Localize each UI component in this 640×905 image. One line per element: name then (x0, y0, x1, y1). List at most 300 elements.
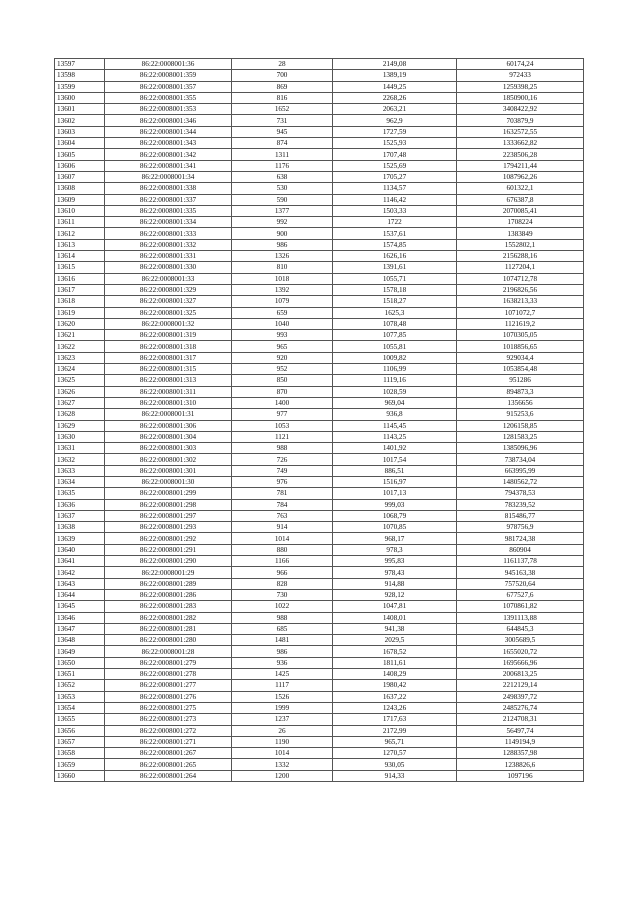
area-cell: 870 (232, 386, 333, 397)
table-row (55, 770, 584, 781)
area-cell: 1311 (232, 149, 333, 160)
area-cell: 920 (232, 352, 333, 363)
table-row (55, 443, 584, 454)
table-row (55, 556, 584, 567)
area-cell: 1190 (232, 736, 333, 747)
row-number-cell: 13615 (55, 262, 105, 273)
specific-value-cell: 1727,59 (333, 126, 457, 137)
area-cell: 992 (232, 217, 333, 228)
specific-value-cell: 1017,13 (333, 488, 457, 499)
table-row (55, 397, 584, 408)
table-row (55, 601, 584, 612)
cadastral-number-cell: 86:22:0008001:342 (105, 149, 232, 160)
row-number-cell: 13603 (55, 126, 105, 137)
cadastral-value-cell: 644845,3 (457, 623, 584, 634)
cadastral-number-cell: 86:22:0008001:275 (105, 702, 232, 713)
area-cell: 828 (232, 578, 333, 589)
table-row (55, 476, 584, 487)
specific-value-cell: 978,3 (333, 544, 457, 555)
specific-value-cell: 914,88 (333, 578, 457, 589)
specific-value-cell: 1028,59 (333, 386, 457, 397)
row-number-cell: 13597 (55, 59, 105, 70)
table-row (55, 375, 584, 386)
cadastral-value-cell: 2124708,31 (457, 714, 584, 725)
area-cell: 1400 (232, 397, 333, 408)
specific-value-cell: 1449,25 (333, 81, 457, 92)
cadastral-number-cell: 86:22:0008001:31 (105, 409, 232, 420)
row-number-cell: 13653 (55, 691, 105, 702)
cadastral-number-cell: 86:22:0008001:304 (105, 431, 232, 442)
table-row (55, 239, 584, 250)
row-number-cell: 13629 (55, 420, 105, 431)
specific-value-cell: 1408,01 (333, 612, 457, 623)
row-number-cell: 13636 (55, 499, 105, 510)
area-cell: 1053 (232, 420, 333, 431)
cadastral-value-cell: 738734,04 (457, 454, 584, 465)
cadastral-value-cell: 2238506,28 (457, 149, 584, 160)
row-number-cell: 13645 (55, 601, 105, 612)
table-row (55, 702, 584, 713)
area-cell: 784 (232, 499, 333, 510)
row-number-cell: 13606 (55, 160, 105, 171)
table-row (55, 228, 584, 239)
cadastral-value-cell: 1206158,85 (457, 420, 584, 431)
table-row (55, 522, 584, 533)
specific-value-cell: 1078,48 (333, 318, 457, 329)
cadastral-value-cell: 1794211,44 (457, 160, 584, 171)
table-row (55, 296, 584, 307)
cadastral-value-cell: 1070861,82 (457, 601, 584, 612)
area-cell: 638 (232, 171, 333, 182)
area-cell: 1326 (232, 251, 333, 262)
cadastral-number-cell: 86:22:0008001:310 (105, 397, 232, 408)
specific-value-cell: 1574,85 (333, 239, 457, 250)
row-number-cell: 13600 (55, 92, 105, 103)
row-number-cell: 13621 (55, 330, 105, 341)
row-number-cell: 13610 (55, 205, 105, 216)
table-row (55, 138, 584, 149)
specific-value-cell: 1980,42 (333, 680, 457, 691)
cadastral-number-cell: 86:22:0008001:292 (105, 533, 232, 544)
area-cell: 781 (232, 488, 333, 499)
specific-value-cell: 1119,16 (333, 375, 457, 386)
cadastral-number-cell: 86:22:0008001:289 (105, 578, 232, 589)
specific-value-cell: 2268,26 (333, 92, 457, 103)
table-row (55, 465, 584, 476)
area-cell: 850 (232, 375, 333, 386)
cadastral-number-cell: 86:22:0008001:278 (105, 669, 232, 680)
area-cell: 966 (232, 567, 333, 578)
row-number-cell: 13598 (55, 70, 105, 81)
cadastral-value-cell: 1356656 (457, 397, 584, 408)
table-row (55, 409, 584, 420)
row-number-cell: 13660 (55, 770, 105, 781)
specific-value-cell: 1047,81 (333, 601, 457, 612)
area-cell: 1176 (232, 160, 333, 171)
cadastral-value-cell: 929034,4 (457, 352, 584, 363)
cadastral-number-cell: 86:22:0008001:330 (105, 262, 232, 273)
row-number-cell: 13599 (55, 81, 105, 92)
row-number-cell: 13627 (55, 397, 105, 408)
table-row (55, 510, 584, 521)
row-number-cell: 13623 (55, 352, 105, 363)
area-cell: 1526 (232, 691, 333, 702)
cadastral-number-cell: 86:22:0008001:303 (105, 443, 232, 454)
row-number-cell: 13631 (55, 443, 105, 454)
cadastral-number-cell: 86:22:0008001:34 (105, 171, 232, 182)
row-number-cell: 13642 (55, 567, 105, 578)
row-number-cell: 13614 (55, 251, 105, 262)
table-row (55, 205, 584, 216)
cadastral-value-cell: 951286 (457, 375, 584, 386)
specific-value-cell: 1637,22 (333, 691, 457, 702)
cadastral-number-cell: 86:22:0008001:318 (105, 341, 232, 352)
row-number-cell: 13640 (55, 544, 105, 555)
cadastral-value-cell: 1097196 (457, 770, 584, 781)
table-row (55, 454, 584, 465)
specific-value-cell: 1722 (333, 217, 457, 228)
cadastral-number-cell: 86:22:0008001:346 (105, 115, 232, 126)
area-cell: 1079 (232, 296, 333, 307)
cadastral-value-cell: 60174,24 (457, 59, 584, 70)
table-row (55, 171, 584, 182)
area-cell: 976 (232, 476, 333, 487)
area-cell: 726 (232, 454, 333, 465)
cadastral-number-cell: 86:22:0008001:331 (105, 251, 232, 262)
area-cell: 1999 (232, 702, 333, 713)
cadastral-number-cell: 86:22:0008001:317 (105, 352, 232, 363)
row-number-cell: 13605 (55, 149, 105, 160)
specific-value-cell: 1145,45 (333, 420, 457, 431)
table-row (55, 81, 584, 92)
row-number-cell: 13639 (55, 533, 105, 544)
cadastral-number-cell: 86:22:0008001:276 (105, 691, 232, 702)
specific-value-cell: 1055,81 (333, 341, 457, 352)
table-row (55, 714, 584, 725)
row-number-cell: 13634 (55, 476, 105, 487)
cadastral-value-cell: 1480562,72 (457, 476, 584, 487)
cadastral-number-cell: 86:22:0008001:299 (105, 488, 232, 499)
table-row (55, 680, 584, 691)
row-number-cell: 13604 (55, 138, 105, 149)
specific-value-cell: 936,8 (333, 409, 457, 420)
area-cell: 977 (232, 409, 333, 420)
table-row (55, 262, 584, 273)
area-cell: 874 (232, 138, 333, 149)
cadastral-value-cell: 1071072,7 (457, 307, 584, 318)
cadastral-value-cell: 894873,3 (457, 386, 584, 397)
specific-value-cell: 1070,85 (333, 522, 457, 533)
cadastral-value-cell: 601322,1 (457, 183, 584, 194)
cadastral-number-cell: 86:22:0008001:32 (105, 318, 232, 329)
cadastral-number-cell: 86:22:0008001:297 (105, 510, 232, 521)
row-number-cell: 13608 (55, 183, 105, 194)
specific-value-cell: 930,05 (333, 759, 457, 770)
row-number-cell: 13643 (55, 578, 105, 589)
cadastral-value-cell: 1385096,96 (457, 443, 584, 454)
cadastral-value-cell: 1018856,65 (457, 341, 584, 352)
table-row (55, 251, 584, 262)
area-cell: 965 (232, 341, 333, 352)
cadastral-value-cell: 1074712,78 (457, 273, 584, 284)
specific-value-cell: 1518,27 (333, 296, 457, 307)
cadastral-value-cell: 1121619,2 (457, 318, 584, 329)
specific-value-cell: 914,33 (333, 770, 457, 781)
cadastral-value-cell: 1127204,1 (457, 262, 584, 273)
cadastral-value-cell: 2498397,72 (457, 691, 584, 702)
table-row (55, 70, 584, 81)
row-number-cell: 13638 (55, 522, 105, 533)
area-cell: 1392 (232, 284, 333, 295)
area-cell: 810 (232, 262, 333, 273)
cadastral-value-cell: 860904 (457, 544, 584, 555)
specific-value-cell: 2029,5 (333, 635, 457, 646)
table-row (55, 318, 584, 329)
cadastral-number-cell: 86:22:0008001:325 (105, 307, 232, 318)
row-number-cell: 13646 (55, 612, 105, 623)
specific-value-cell: 1516,97 (333, 476, 457, 487)
cadastral-value-cell: 1053854,48 (457, 364, 584, 375)
specific-value-cell: 1408,29 (333, 669, 457, 680)
area-cell: 914 (232, 522, 333, 533)
cadastral-value-cell: 757520,64 (457, 578, 584, 589)
table-row (55, 736, 584, 747)
cadastral-number-cell: 86:22:0008001:291 (105, 544, 232, 555)
area-cell: 900 (232, 228, 333, 239)
cadastral-value-cell: 1070305,05 (457, 330, 584, 341)
cadastral-number-cell: 86:22:0008001:327 (105, 296, 232, 307)
cadastral-value-cell: 1259398,25 (457, 81, 584, 92)
cadastral-number-cell: 86:22:0008001:301 (105, 465, 232, 476)
specific-value-cell: 1537,61 (333, 228, 457, 239)
cadastral-number-cell: 86:22:0008001:30 (105, 476, 232, 487)
area-cell: 749 (232, 465, 333, 476)
row-number-cell: 13601 (55, 104, 105, 115)
cadastral-number-cell: 86:22:0008001:272 (105, 725, 232, 736)
cadastral-value-cell: 676387,8 (457, 194, 584, 205)
area-cell: 880 (232, 544, 333, 555)
row-number-cell: 13651 (55, 669, 105, 680)
cadastral-number-cell: 86:22:0008001:28 (105, 646, 232, 657)
area-cell: 816 (232, 92, 333, 103)
area-cell: 936 (232, 657, 333, 668)
row-number-cell: 13630 (55, 431, 105, 442)
table-row (55, 307, 584, 318)
table-row (55, 623, 584, 634)
row-number-cell: 13655 (55, 714, 105, 725)
cadastral-number-cell: 86:22:0008001:33 (105, 273, 232, 284)
cadastral-number-cell: 86:22:0008001:337 (105, 194, 232, 205)
cadastral-number-cell: 86:22:0008001:355 (105, 92, 232, 103)
area-cell: 1237 (232, 714, 333, 725)
specific-value-cell: 1525,69 (333, 160, 457, 171)
specific-value-cell: 1391,61 (333, 262, 457, 273)
area-cell: 986 (232, 239, 333, 250)
table-row (55, 612, 584, 623)
table-row (55, 160, 584, 171)
specific-value-cell: 1143,25 (333, 431, 457, 442)
cadastral-value-cell: 1087962,26 (457, 171, 584, 182)
cadastral-value-cell: 1708224 (457, 217, 584, 228)
specific-value-cell: 995,83 (333, 556, 457, 567)
row-number-cell: 13649 (55, 646, 105, 657)
cadastral-value-cell: 1238826,6 (457, 759, 584, 770)
cadastral-value-cell: 783239,52 (457, 499, 584, 510)
row-number-cell: 13635 (55, 488, 105, 499)
cadastral-number-cell: 86:22:0008001:311 (105, 386, 232, 397)
area-cell: 1040 (232, 318, 333, 329)
area-cell: 659 (232, 307, 333, 318)
specific-value-cell: 1705,27 (333, 171, 457, 182)
table-row (55, 725, 584, 736)
row-number-cell: 13619 (55, 307, 105, 318)
row-number-cell: 13652 (55, 680, 105, 691)
row-number-cell: 13644 (55, 589, 105, 600)
table-row (55, 115, 584, 126)
cadastral-value-cell: 1632572,55 (457, 126, 584, 137)
table-row (55, 284, 584, 295)
specific-value-cell: 1270,57 (333, 748, 457, 759)
row-number-cell: 13657 (55, 736, 105, 747)
table-row (55, 488, 584, 499)
table-row (55, 748, 584, 759)
area-cell: 1652 (232, 104, 333, 115)
table-row (55, 533, 584, 544)
specific-value-cell: 1625,3 (333, 307, 457, 318)
area-cell: 869 (232, 81, 333, 92)
cadastral-value-cell: 1383849 (457, 228, 584, 239)
cadastral-number-cell: 86:22:0008001:265 (105, 759, 232, 770)
specific-value-cell: 2172,99 (333, 725, 457, 736)
cadastral-value-cell: 2070085,41 (457, 205, 584, 216)
row-number-cell: 13625 (55, 375, 105, 386)
cadastral-value-cell: 815486,77 (457, 510, 584, 521)
row-number-cell: 13609 (55, 194, 105, 205)
row-number-cell: 13607 (55, 171, 105, 182)
row-number-cell: 13624 (55, 364, 105, 375)
specific-value-cell: 1401,92 (333, 443, 457, 454)
cadastral-value-cell: 2006813,25 (457, 669, 584, 680)
area-cell: 988 (232, 612, 333, 623)
cadastral-value-cell: 1655020,72 (457, 646, 584, 657)
cadastral-value-cell: 1391113,88 (457, 612, 584, 623)
row-number-cell: 13656 (55, 725, 105, 736)
table-row (55, 544, 584, 555)
cadastral-value-cell: 677527,6 (457, 589, 584, 600)
row-number-cell: 13641 (55, 556, 105, 567)
table-row (55, 420, 584, 431)
table-body (55, 59, 584, 782)
cadastral-number-cell: 86:22:0008001:264 (105, 770, 232, 781)
cadastral-value-table (54, 58, 584, 782)
cadastral-number-cell: 86:22:0008001:271 (105, 736, 232, 747)
row-number-cell: 13658 (55, 748, 105, 759)
area-cell: 1022 (232, 601, 333, 612)
cadastral-value-cell: 56497,74 (457, 725, 584, 736)
cadastral-value-cell: 1552802,1 (457, 239, 584, 250)
row-number-cell: 13620 (55, 318, 105, 329)
specific-value-cell: 1068,79 (333, 510, 457, 521)
table-row (55, 635, 584, 646)
table-row (55, 341, 584, 352)
cadastral-number-cell: 86:22:0008001:332 (105, 239, 232, 250)
cadastral-value-cell: 703879,9 (457, 115, 584, 126)
cadastral-value-cell: 1695666,96 (457, 657, 584, 668)
table-row (55, 126, 584, 137)
area-cell: 1166 (232, 556, 333, 567)
cadastral-number-cell: 86:22:0008001:306 (105, 420, 232, 431)
specific-value-cell: 2063,21 (333, 104, 457, 115)
cadastral-value-cell: 1638213,33 (457, 296, 584, 307)
area-cell: 700 (232, 70, 333, 81)
cadastral-value-cell: 2156288,16 (457, 251, 584, 262)
cadastral-number-cell: 86:22:0008001:357 (105, 81, 232, 92)
area-cell: 1481 (232, 635, 333, 646)
cadastral-number-cell: 86:22:0008001:302 (105, 454, 232, 465)
area-cell: 26 (232, 725, 333, 736)
area-cell: 1121 (232, 431, 333, 442)
table-row (55, 589, 584, 600)
cadastral-number-cell: 86:22:0008001:341 (105, 160, 232, 171)
table-row (55, 330, 584, 341)
table-row (55, 431, 584, 442)
cadastral-value-cell: 915253,6 (457, 409, 584, 420)
area-cell: 1018 (232, 273, 333, 284)
area-cell: 28 (232, 59, 333, 70)
cadastral-value-cell: 945163,38 (457, 567, 584, 578)
table-row (55, 273, 584, 284)
cadastral-number-cell: 86:22:0008001:286 (105, 589, 232, 600)
specific-value-cell: 962,9 (333, 115, 457, 126)
cadastral-number-cell: 86:22:0008001:283 (105, 601, 232, 612)
specific-value-cell: 999,03 (333, 499, 457, 510)
specific-value-cell: 1811,61 (333, 657, 457, 668)
area-cell: 993 (232, 330, 333, 341)
cadastral-number-cell: 86:22:0008001:298 (105, 499, 232, 510)
cadastral-value-cell: 3005689,5 (457, 635, 584, 646)
cadastral-value-cell: 978756,9 (457, 522, 584, 533)
cadastral-value-cell: 794378,53 (457, 488, 584, 499)
cadastral-number-cell: 86:22:0008001:267 (105, 748, 232, 759)
specific-value-cell: 978,43 (333, 567, 457, 578)
row-number-cell: 13632 (55, 454, 105, 465)
cadastral-number-cell: 86:22:0008001:329 (105, 284, 232, 295)
cadastral-number-cell: 86:22:0008001:353 (105, 104, 232, 115)
specific-value-cell: 1717,63 (333, 714, 457, 725)
cadastral-number-cell: 86:22:0008001:282 (105, 612, 232, 623)
row-number-cell: 13612 (55, 228, 105, 239)
row-number-cell: 13626 (55, 386, 105, 397)
specific-value-cell: 965,71 (333, 736, 457, 747)
cadastral-number-cell: 86:22:0008001:315 (105, 364, 232, 375)
row-number-cell: 13602 (55, 115, 105, 126)
specific-value-cell: 928,12 (333, 589, 457, 600)
cadastral-number-cell: 86:22:0008001:273 (105, 714, 232, 725)
specific-value-cell: 969,04 (333, 397, 457, 408)
cadastral-number-cell: 86:22:0008001:280 (105, 635, 232, 646)
cadastral-value-cell: 2196826,56 (457, 284, 584, 295)
table-row (55, 59, 584, 70)
specific-value-cell: 1055,71 (333, 273, 457, 284)
row-number-cell: 13613 (55, 239, 105, 250)
row-number-cell: 13637 (55, 510, 105, 521)
cadastral-value-cell: 1333662,82 (457, 138, 584, 149)
cadastral-number-cell: 86:22:0008001:343 (105, 138, 232, 149)
cadastral-number-cell: 86:22:0008001:29 (105, 567, 232, 578)
cadastral-number-cell: 86:22:0008001:334 (105, 217, 232, 228)
row-number-cell: 13611 (55, 217, 105, 228)
cadastral-value-cell: 1288357,98 (457, 748, 584, 759)
